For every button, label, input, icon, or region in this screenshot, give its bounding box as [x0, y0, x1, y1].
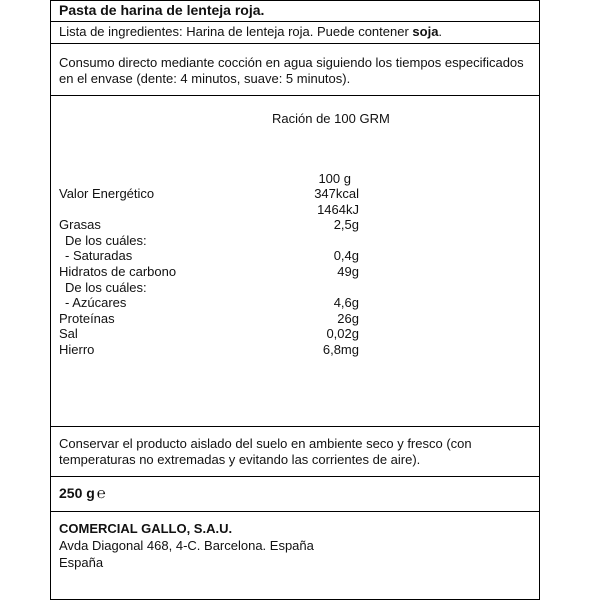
nutrition-value: 0,02g: [326, 326, 359, 342]
nutrition-label: Grasas: [59, 217, 101, 233]
nutrition-value: 4,6g: [333, 295, 359, 311]
nutrition-row: [59, 342, 359, 357]
nutrition-value: 347kcal: [314, 186, 359, 201]
usage-line-2: en el envase (dente: 4 minutos, suave: 5 minutos).: [59, 71, 351, 86]
estimated-sign-icon: ℮: [96, 485, 106, 502]
ingredients-suffix: .: [438, 24, 443, 39]
divider: [50, 511, 540, 512]
nutrition-row: [59, 280, 359, 295]
company-name: COMERCIAL GALLO, S.A.U.: [59, 521, 233, 536]
nutrition-column-header: [59, 171, 359, 186]
nutrition-row: [59, 248, 359, 263]
nutrition-row: [59, 311, 359, 326]
nutrition-row: [59, 326, 359, 341]
net-weight-value: 250 g: [59, 485, 95, 501]
nutrition-row: [59, 233, 359, 248]
nutrition-label: Sal: [59, 326, 78, 342]
nutrition-value: 49g: [337, 264, 359, 279]
nutrition-label: Proteínas: [59, 310, 115, 326]
divider: [50, 426, 540, 427]
nutrition-label: De los cuáles:: [65, 232, 147, 248]
nutrition-row: [59, 186, 359, 201]
storage-line-1: Conservar el producto aislado del suelo en ambiente seco y fresco (con: [59, 436, 472, 451]
nutrition-label: Valor Energético: [59, 186, 155, 201]
divider: [50, 0, 540, 1]
nutrition-row: [59, 295, 359, 310]
nutrition-row: [59, 264, 359, 279]
nutrition-label: - Azúcares: [65, 295, 127, 311]
nutrition-row: [59, 202, 359, 217]
nutrition-value: 26g: [337, 310, 359, 326]
nutrition-label: Hierro: [59, 342, 95, 357]
company-address: Avda Diagonal 468, 4-C. Barcelona. España: [59, 538, 314, 553]
divider: [50, 95, 540, 96]
divider: [50, 43, 540, 44]
allergen-soja: soja: [412, 24, 439, 39]
nutrition-label: - Saturadas: [65, 248, 133, 264]
product-title: Pasta de harina de lenteja roja.: [59, 2, 265, 18]
nutrition-label: Hidratos de carbono: [59, 264, 177, 279]
serving-size: Ración de 100 GRM: [272, 111, 390, 126]
nutrition-label: De los cuáles:: [65, 279, 147, 295]
ingredients-prefix: Lista de ingredientes: Harina de lenteja roja. Puede contener: [59, 24, 413, 39]
nutrition-row: [59, 217, 359, 232]
column-header-100g: 100 g: [318, 171, 351, 186]
divider: [50, 21, 540, 22]
usage-line-1: Consumo directo mediante cocción en agua siguiendo los tiempos especificados: [59, 55, 524, 70]
nutrition-value: 0,4g: [333, 248, 359, 264]
nutrition-value: 1464kJ: [317, 201, 359, 217]
company-country: España: [59, 555, 104, 570]
ingredients-text: [59, 24, 442, 40]
nutrition-value: 6,8mg: [322, 342, 359, 357]
nutrition-value: 2,5g: [333, 217, 359, 233]
net-weight: [59, 485, 106, 502]
storage-line-2: temperaturas no extremadas y evitando las corrientes de aire).: [59, 452, 421, 467]
divider: [50, 476, 540, 477]
